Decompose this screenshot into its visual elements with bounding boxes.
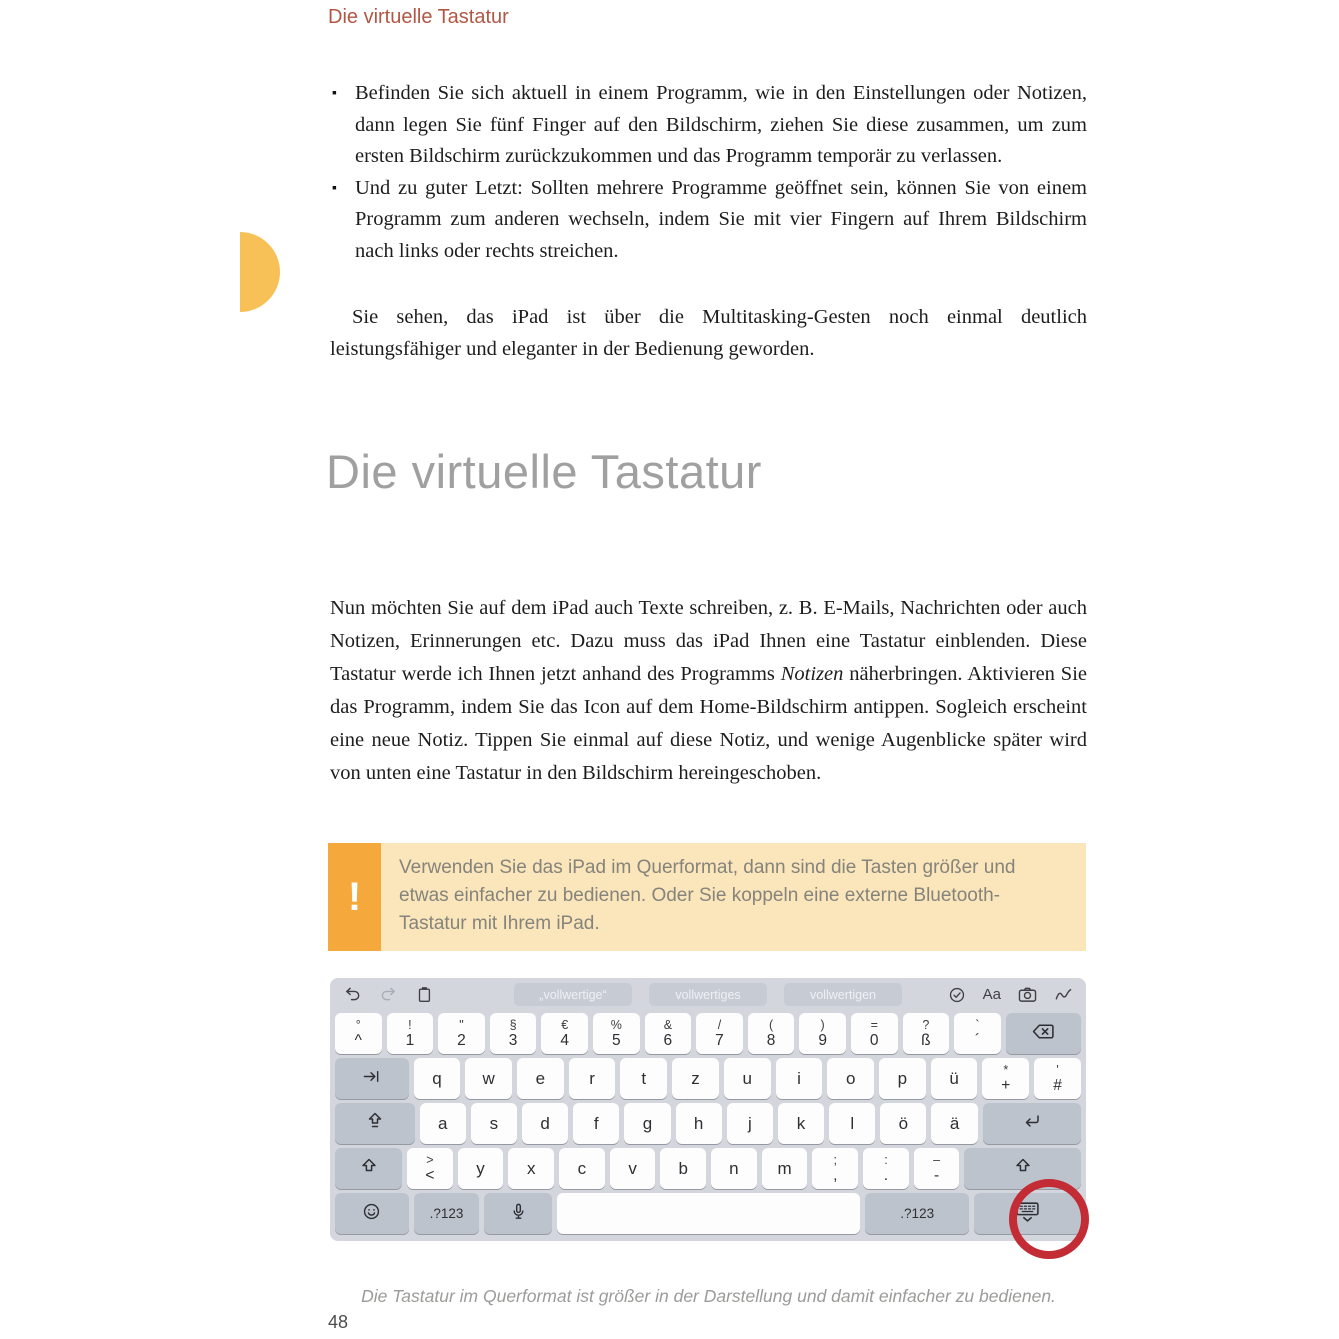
note-box (328, 843, 1086, 951)
key-shift-label: : (884, 1153, 888, 1167)
key-u (724, 1058, 771, 1099)
key-shift-label: § (509, 1018, 517, 1032)
list-item (330, 173, 1087, 268)
key-shift-label: > (426, 1153, 434, 1167)
key-primary-label: # (1053, 1077, 1062, 1094)
key-z (672, 1058, 719, 1099)
keyboard-row (335, 1058, 1081, 1099)
keyboard-row (335, 1148, 1081, 1189)
key-m (762, 1148, 808, 1189)
page-number: 48 (328, 1312, 349, 1332)
tab-key (335, 1058, 409, 1099)
camera-icon (1018, 986, 1037, 1003)
key-primary-label: , (833, 1167, 838, 1184)
key-ä (931, 1103, 977, 1144)
shift-icon (1013, 1156, 1033, 1181)
key-label: ö (898, 1113, 909, 1133)
key-label: k (796, 1113, 806, 1133)
key-label: g (642, 1113, 653, 1133)
keyboard-row (335, 1193, 1081, 1234)
key-label: c (577, 1158, 587, 1178)
key-shift-label: ' (1056, 1063, 1059, 1077)
key-p (879, 1058, 926, 1099)
key-primary-label: 3 (508, 1032, 518, 1049)
key-label: q (432, 1068, 442, 1088)
key-label: l (850, 1113, 855, 1133)
annotation-circle (1009, 1179, 1089, 1259)
key-label: .?123 (900, 1206, 935, 1221)
key-label: z (691, 1068, 700, 1088)
key-label: a (437, 1113, 448, 1133)
key-label: n (729, 1158, 739, 1178)
key-ö (880, 1103, 926, 1144)
figure-caption: Die Tastatur im Querformat ist größer in der Darstellung und damit einfacher zu bedienen. (361, 1286, 1056, 1306)
list-item (330, 78, 1087, 173)
key-label: t (641, 1068, 647, 1088)
key-r (569, 1058, 616, 1099)
key-b (660, 1148, 706, 1189)
key-4 (541, 1013, 588, 1054)
key-label: m (777, 1158, 792, 1178)
shift-key-left (335, 1148, 402, 1189)
backspace-icon (1032, 1023, 1055, 1045)
note-text: Verwenden Sie das iPad im Querformat, dann sind die Tasten größer und etwas einfacher zu bedienen. Oder Sie koppeln eine externe Bluetooth-Tastatur mit Ihrem iPad. (399, 857, 1016, 934)
key-shift-label: ` (975, 1018, 980, 1032)
key-w (465, 1058, 512, 1099)
key-a (420, 1103, 466, 1144)
key-ü (931, 1058, 978, 1099)
key-primary-label: 2 (457, 1032, 466, 1049)
undo-icon (343, 985, 362, 1004)
suggestion-pill: vollwertiges (649, 983, 767, 1006)
key-n (711, 1148, 757, 1189)
key-primary-label: 4 (560, 1032, 569, 1049)
key-label: h (693, 1113, 704, 1133)
toolbar-right-icons (948, 985, 1073, 1004)
list-item-text: Und zu guter Letzt: Sollten mehrere Programme geöffnet sein, können Sie von einem Programm zum anderen wechseln, indem Sie mit vier Fingern auf Ihrem Bildschirm nach links oder rechts streichen. (355, 176, 1087, 262)
key-label: p (897, 1068, 908, 1088)
exclamation-icon: ! (328, 843, 381, 951)
key-y (458, 1148, 504, 1189)
key-shift-label: * (1003, 1063, 1009, 1077)
key-e (517, 1058, 564, 1099)
numbers-key-right (865, 1193, 970, 1234)
toolbar-left-icons (343, 985, 433, 1004)
key-shift-label: – (933, 1153, 941, 1167)
key-shift-label: ; (833, 1153, 837, 1167)
key-primary-label: 7 (715, 1032, 724, 1049)
running-header: Die virtuelle Tastatur (328, 6, 509, 28)
keyboard-row (335, 1013, 1081, 1054)
bullet-list (330, 78, 1087, 267)
caps-lock-key (335, 1103, 415, 1144)
closing-paragraph: Sie sehen, das iPad ist über die Multitasking-Gesten noch einmal deutlich leistungsfähiger und eleganter in der Bedienung geworden. (330, 306, 1087, 360)
suggestion-bar (514, 983, 902, 1006)
italic-text: Notizen (780, 663, 844, 685)
key-primary-label: < (425, 1167, 435, 1184)
key-k (778, 1103, 824, 1144)
emoji-key (335, 1193, 409, 1234)
backspace-key (1006, 1013, 1081, 1054)
key-primary-label: + (1001, 1077, 1011, 1094)
checkmark-circle-icon (948, 986, 966, 1004)
key-label: f (593, 1113, 599, 1133)
space-key (557, 1193, 860, 1234)
key-primary-label: 6 (663, 1032, 673, 1049)
key-primary-label: 8 (766, 1032, 776, 1049)
key-label: ü (949, 1068, 959, 1088)
key-q (414, 1058, 461, 1099)
key-primary-label: ß (921, 1032, 931, 1049)
key-s (471, 1103, 517, 1144)
redo-icon (379, 985, 398, 1004)
key-t (620, 1058, 667, 1099)
key-primary-label: 0 (869, 1032, 879, 1049)
key-label: d (540, 1113, 550, 1133)
section-title: Die virtuelle Tastatur (326, 445, 762, 498)
paste-clipboard-icon (415, 986, 433, 1004)
key-shift-label: € (561, 1018, 569, 1032)
key-primary-label: - (934, 1167, 940, 1184)
key-label: e (535, 1068, 546, 1088)
key-v (610, 1148, 656, 1189)
text-segment: näherbringen. Aktivieren Sie das Programm, indem Sie das Icon auf dem Home-Bildschirm antippen. Sogleich erscheint eine neue Notiz. Tippen Sie einmal auf diese Notiz, und wenige Augenblicke später wird von unten eine Tastatur in den Bildschirm hereingeschoben. (330, 663, 1087, 784)
key-shift-label: % (610, 1018, 622, 1032)
shift-icon (359, 1156, 379, 1181)
key-+ (982, 1058, 1029, 1099)
key-, (812, 1148, 858, 1189)
numbers-key-left (414, 1193, 479, 1234)
key-primary-label: . (883, 1167, 889, 1184)
key-label: r (589, 1068, 595, 1088)
key-3 (490, 1013, 537, 1054)
key-c (559, 1148, 605, 1189)
key-< (407, 1148, 453, 1189)
key-g (624, 1103, 670, 1144)
keyboard-rows (330, 1013, 1086, 1234)
key-primary-label: ^ (354, 1032, 362, 1049)
key-label: b (678, 1158, 688, 1178)
key-label: x (526, 1158, 536, 1178)
key-shift-label: = (870, 1018, 878, 1032)
key-2 (438, 1013, 485, 1054)
key-. (863, 1148, 909, 1189)
key-7 (696, 1013, 743, 1054)
key-- (914, 1148, 960, 1189)
caps-lock-icon (365, 1111, 385, 1136)
note-body (381, 843, 1086, 951)
key-shift-label: / (717, 1018, 722, 1032)
key-5 (593, 1013, 640, 1054)
key-label: j (747, 1113, 752, 1133)
return-key (983, 1103, 1081, 1144)
key-0 (851, 1013, 898, 1054)
key-label: .?123 (429, 1206, 464, 1221)
key-ß (903, 1013, 950, 1054)
dictation-key (484, 1193, 552, 1234)
key-6 (645, 1013, 692, 1054)
tab-icon (362, 1067, 381, 1091)
key-label: ä (949, 1113, 960, 1133)
key-shift-label: ° (355, 1018, 361, 1032)
mic-icon (509, 1202, 528, 1226)
key-f (573, 1103, 619, 1144)
suggestion-pill: vollwertigen (784, 983, 902, 1006)
decorative-half-circle (240, 232, 280, 312)
key-1 (387, 1013, 434, 1054)
key-label: w (482, 1068, 495, 1088)
intro-paragraph (330, 592, 1087, 790)
key-x (508, 1148, 554, 1189)
key-i (776, 1058, 823, 1099)
key-shift-label: " (459, 1018, 464, 1032)
key-label: y (476, 1158, 485, 1178)
text-format-icon: Aa (982, 986, 1001, 1003)
key-j (727, 1103, 773, 1144)
key-^ (335, 1013, 382, 1054)
key-h (676, 1103, 722, 1144)
keyboard-screenshot (330, 978, 1086, 1241)
key-8 (748, 1013, 795, 1054)
keyboard-toolbar (330, 978, 1086, 1011)
keyboard-row (335, 1103, 1081, 1144)
scribble-icon (1054, 985, 1073, 1004)
return-icon (1022, 1111, 1042, 1136)
text-segment: Nun möchten Sie auf dem iPad auch Texte schreiben, z. B. E-Mails, Nachrichten oder auch Notizen, Erinnerungen etc. Dazu muss das iPad Ihnen eine Tastatur einblenden. Diese Tastatur werde ich Ihnen jetzt anhand des Programms (330, 597, 1087, 685)
key-l (829, 1103, 875, 1144)
key-shift-label: & (663, 1018, 673, 1032)
suggestion-pill: „vollwertige“ (514, 983, 632, 1006)
key-shift-label: ? (922, 1018, 930, 1032)
key-shift-label: ( (768, 1018, 774, 1032)
emoji-icon (362, 1202, 381, 1226)
key-shift-label: ) (820, 1018, 825, 1032)
key-primary-label: 5 (611, 1032, 621, 1049)
key-o (827, 1058, 874, 1099)
key-label: s (489, 1113, 499, 1133)
key-d (522, 1103, 568, 1144)
key-label: i (797, 1068, 801, 1088)
key-label: u (742, 1068, 752, 1088)
key-shift-label: ! (408, 1018, 412, 1032)
key-label: o (845, 1068, 856, 1088)
key-primary-label: ´ (974, 1032, 980, 1049)
list-item-text: Befinden Sie sich aktuell in einem Programm, wie in den Einstellungen oder Notizen, dann legen Sie fünf Finger auf den Bildschirm, ziehen Sie diese zusammen, um zum ersten Bildschirm zurückzukommen und das Programm temporär zu verlassen. (355, 82, 1087, 167)
key-9 (799, 1013, 846, 1054)
key-label: v (628, 1158, 637, 1178)
key-primary-label: 9 (818, 1032, 827, 1049)
key-´ (954, 1013, 1001, 1054)
key-# (1034, 1058, 1081, 1099)
key-primary-label: 1 (405, 1032, 415, 1049)
